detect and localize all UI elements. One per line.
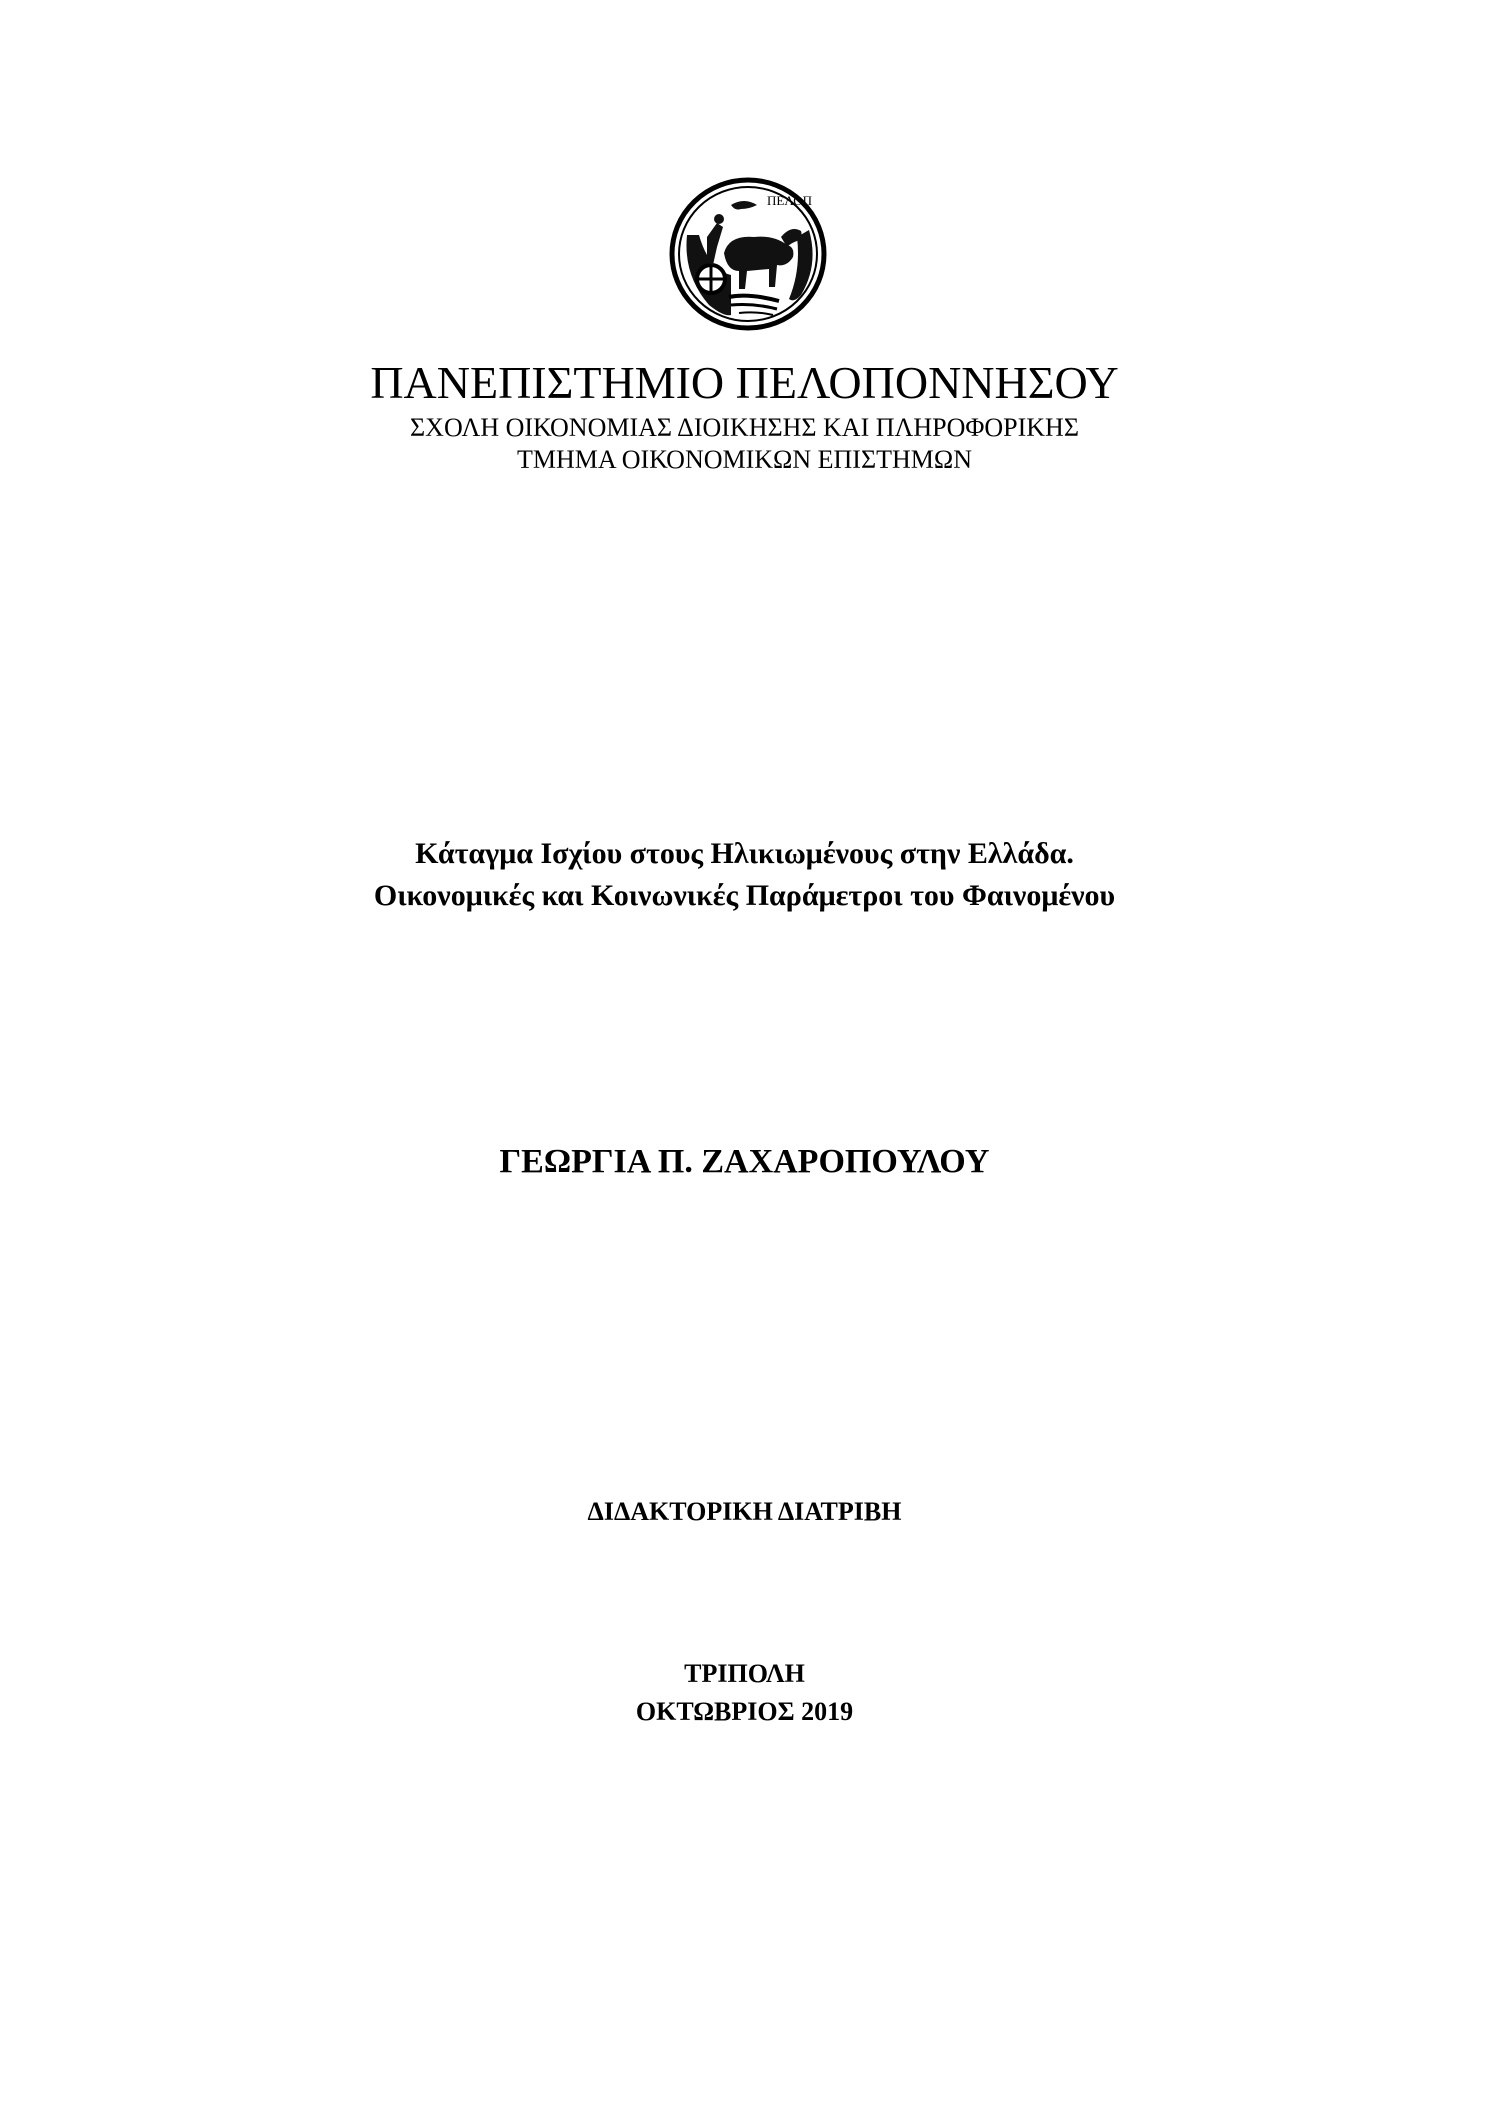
school-name: ΣΧΟΛΗ ΟΙΚΟΝΟΜΙΑΣ ΔΙΟΙΚΗΣΗΣ ΚΑΙ ΠΛΗΡΟΦΟΡΙΚΗΣ [410, 413, 1079, 442]
university-name: ΠΑΝΕΠΙΣΤΗΜΙΟ ΠΕΛΟΠΟΝΝΗΣΟΥ [370, 357, 1119, 408]
thesis-title-line-1: Κάταγμα Ισχίου στους Ηλικιωμένους στην Ελλάδα. [415, 837, 1074, 870]
document-type: ΔΙΔΑΚΤΟΡΙΚΗ ΔΙΑΤΡΙΒΗ [587, 1497, 902, 1526]
department-name: ΤΜΗΜΑ ΟΙΚΟΝΟΜΙΚΩΝ ΕΠΙΣΤΗΜΩΝ [517, 445, 972, 474]
author-name: ΓΕΩΡΓΙΑ Π. ΖΑΧΑΡΟΠΟΥΛΟΥ [499, 1143, 990, 1180]
publication-date: ΟΚΤΩΒΡΙΟΣ 2019 [635, 1697, 854, 1726]
city: ΤΡΙΠΟΛΗ [684, 1659, 805, 1688]
thesis-title-line-2: Οικονομικές και Κοινωνικές Παράμετροι του Φαινομένου [373, 879, 1116, 912]
university-seal-icon [669, 175, 827, 333]
seal-legend: ΠΕΛΟΠ [767, 193, 812, 208]
